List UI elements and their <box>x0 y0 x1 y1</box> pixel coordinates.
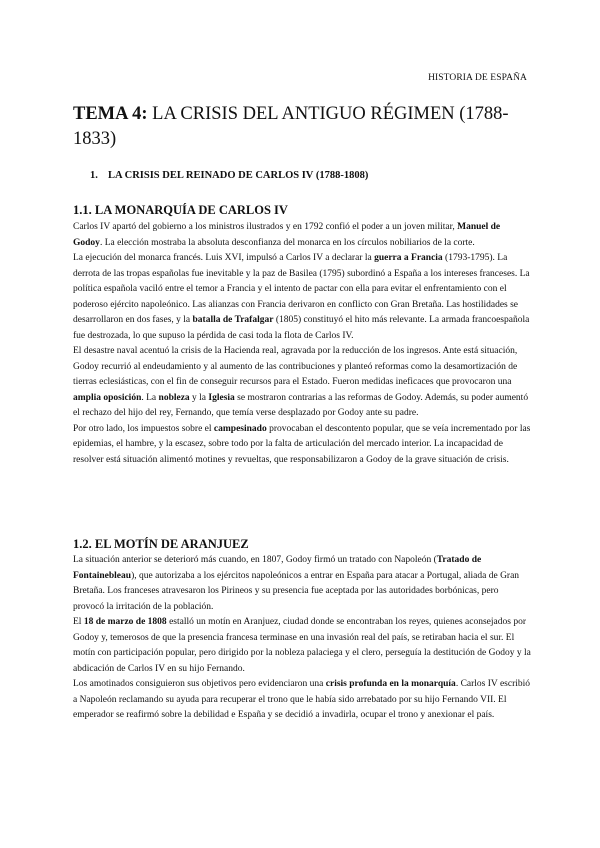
subsection-heading-2: 1.2. EL MOTÍN DE ARANJUEZ <box>73 537 249 551</box>
title-text: LA CRISIS DEL ANTIGUO RÉGIMEN (1788-1833) <box>73 104 509 149</box>
section-title: LA CRISIS DEL REINADO DE CARLOS IV (1788-1808) <box>108 170 369 181</box>
paragraph <box>73 422 531 469</box>
text-run: se mostraron contrarias a las reformas de Godoy. Además, su poder aumentó el rechazo del hijo del rey, Fernando, que temía verse desplazado por Godoy ante su padre. <box>73 392 529 418</box>
subsection-body-2 <box>73 553 531 724</box>
text-run: . Carlos IV escribió a Napoleón reclamando su ayuda para recuperar el trono que le había sido arrebatado por su hijo Fernando VII. El emperador se reafirmó sobre la debilidad e España y se decidió a invadirla, ocupar el trono y anexionar el país. <box>73 679 531 720</box>
text-run: (1805) constituyó el hito más relevante. La armada francoespañola fue destrozada, lo que supuso la pérdida de casi toda la flota de Carlos IV. <box>73 315 530 341</box>
subsection-heading-1: 1.1. LA MONARQUÍA DE CARLOS IV <box>73 203 288 217</box>
running-header: HISTORIA DE ESPAÑA <box>428 73 527 83</box>
bold-term: amplia oposición <box>73 392 142 403</box>
text-run: La ejecución del monarca francés. Luis XVI, impulsó a Carlos IV a declarar la <box>73 253 375 263</box>
text-run: . La <box>141 392 159 403</box>
text-run: y la <box>189 392 209 403</box>
bold-term: Tratado de Fontainebleau <box>73 555 482 581</box>
bold-term: batalla de Trafalgar <box>192 315 274 325</box>
section-number: 1. <box>90 170 98 181</box>
text-run: provocaban el descontento popular, que se veía incrementado por las epidemias, el hambre, y la escasez, sobre todo por la falta de articulación del mercado interior. La incapacidad de resolver está situación alimentó motines y revueltas, que responsabilizaron a Godoy de la grave situación de crisis. <box>73 423 531 465</box>
text-run: Los amotinados consiguieron sus objetivos pero evidenciaron una <box>73 679 326 689</box>
bold-term: guerra a Francia <box>374 253 443 263</box>
text-run: El desastre naval acentuó la crisis de la Hacienda real, agravada por la reducción de los ingresos. Ante está situación, Godoy recurrió al endeudamiento y al aumento de las contribuciones y planteó reformas como la desamortización de tierras eclesiásticas, con el fin de conseguir recursos para el Estado. Fueron medidas ineficaces que provocaron una <box>73 346 518 387</box>
text-run: La situación anterior se deterioró más cuando, en 1807, Godoy firmó un tratado con Napoleón ( <box>73 555 437 565</box>
bold-term: Manuel de Godoy <box>73 222 501 248</box>
text-run: Por otro lado, los impuestos sobre el <box>73 423 214 434</box>
text-run: . La elección mostraba la absoluta desconfianza del monarca en los círculos nobiliarios de la corte. <box>99 237 475 248</box>
text-run: (1793-1795). La derrota de las tropas españolas fue inevitable y la paz de Basilea (1795) subordinó a España a los intereses franceses. La política española vaciló entre el temor a Francia y el intento de pactar con ella para evitar el enfrentamiento con el poderoso ejército napoleónico. Las alianzas con Francia derivaron en conflicto con Gran Bretaña. Las hostilidades se desarrollaron en dos fases, y la <box>73 253 530 325</box>
paragraph <box>73 344 531 422</box>
text-run: estalló un motín en Aranjuez, ciudad donde se encontraban los reyes, quienes aconsejados por Godoy y, temerosos de que la presencia francesa terminase en una invasión real del país, se retiraban hacia el sur. El motín con participación popular, pero dirigido por la nobleza palaciega y el clero, perseguía la destitución de Godoy y la abdicación de Carlos IV en su hijo Fernando. <box>73 617 531 674</box>
title-label: TEMA 4: <box>73 104 148 124</box>
text-run: ), que autorizaba a los ejércitos napoleónicos a entrar en España para atacar a Portugal, aliada de Gran Bretaña. Los franceses atravesaron los Pirineos y su presencia fue aceptada por las autoridades borbónicas, pero provocó la irritación de la población. <box>73 570 520 612</box>
paragraph <box>73 677 531 724</box>
paragraph <box>73 615 531 677</box>
bold-term: nobleza <box>158 392 190 403</box>
text-run: El <box>73 617 84 627</box>
paragraph <box>73 220 531 251</box>
bold-term: campesinado <box>213 423 267 434</box>
section-heading <box>90 170 368 181</box>
bold-term: Iglesia <box>208 392 235 403</box>
bold-term: 18 de marzo de 1808 <box>83 617 167 627</box>
text-run: Carlos IV apartó del gobierno a los ministros ilustrados y en 1792 confió el poder a un joven militar, <box>73 222 458 232</box>
document-title <box>73 102 533 152</box>
subsection-body-1 <box>73 220 531 468</box>
paragraph <box>73 251 531 344</box>
bold-term: crisis profunda en la monarquía <box>325 679 456 689</box>
paragraph <box>73 553 531 615</box>
